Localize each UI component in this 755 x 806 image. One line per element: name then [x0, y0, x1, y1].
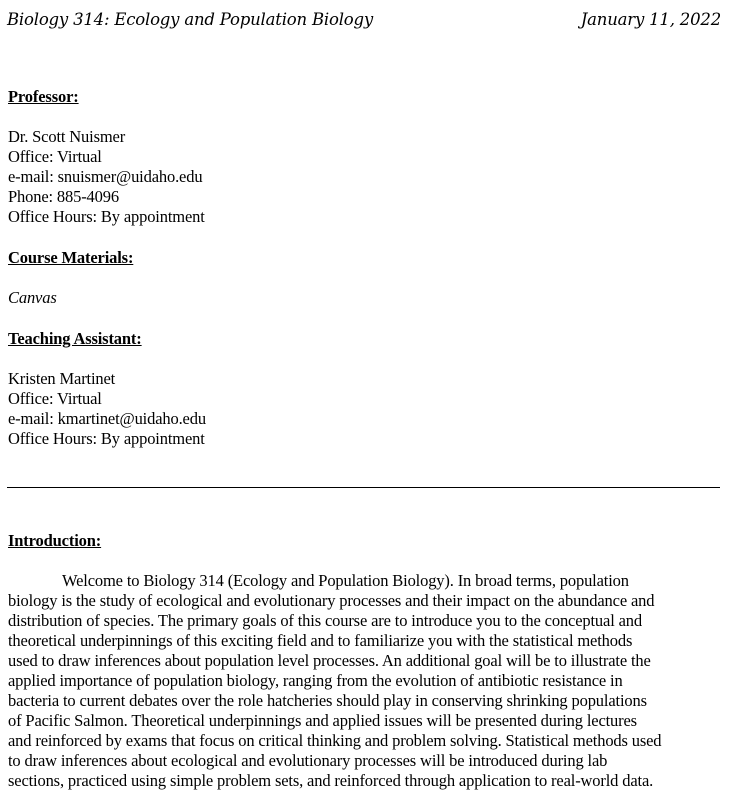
professor-email: e-mail: snuismer@uidaho.edu	[8, 167, 203, 186]
professor-name: Dr. Scott Nuismer	[8, 127, 126, 146]
intro-line: biology is the study of ecological and evolutionary processes and their impact on the abundance and	[8, 591, 655, 610]
ta-email: e-mail: kmartinet@uidaho.edu	[8, 409, 206, 428]
professor-heading: Professor:	[8, 87, 79, 106]
intro-line: distribution of species. The primary goals of this course are to introduce you to the conceptual and	[8, 611, 642, 630]
intro-line: to draw inferences about ecological and evolutionary processes will be introduced during lab	[8, 751, 608, 770]
ta-hours: Office Hours: By appointment	[8, 429, 205, 448]
ta-name: Kristen Martinet	[8, 369, 116, 388]
course-materials-heading: Course Materials:	[8, 248, 134, 267]
intro-line: bacteria to current debates over the role hatcheries should play in conserving shrinking populations	[8, 691, 647, 710]
ta-office: Office: Virtual	[8, 389, 102, 408]
professor-phone: Phone: 885-4096	[8, 187, 119, 206]
intro-line: of Pacific Salmon. Theoretical underpinnings and applied issues will be presented during lectures	[8, 711, 637, 730]
intro-line: used to draw inferences about population level processes. An additional goal will be to illustrate the	[8, 651, 651, 670]
teaching-assistant-heading: Teaching Assistant:	[8, 329, 142, 348]
intro-line: theoretical underpinnings of this exciting field and to familiarize you with the statistical methods	[8, 631, 633, 650]
intro-line: applied importance of population biology, ranging from the evolution of antibiotic resistance in	[8, 671, 623, 690]
intro-line: sections, practiced using simple problem sets, and reinforced through application to real-world data.	[8, 771, 654, 790]
horizontal-divider	[7, 487, 720, 488]
intro-line: and reinforced by exams that focus on critical thinking and problem solving. Statistical methods used	[8, 731, 662, 750]
professor-hours: Office Hours: By appointment	[8, 207, 205, 226]
professor-office: Office: Virtual	[8, 147, 102, 166]
introduction-heading: Introduction:	[8, 531, 102, 550]
course-materials-value: Canvas	[8, 288, 57, 307]
intro-line: Welcome to Biology 314 (Ecology and Population Biology). In broad terms, population	[62, 571, 629, 590]
document-date: January 11, 2022	[580, 10, 721, 29]
course-title: Biology 314: Ecology and Population Biology	[7, 10, 374, 29]
